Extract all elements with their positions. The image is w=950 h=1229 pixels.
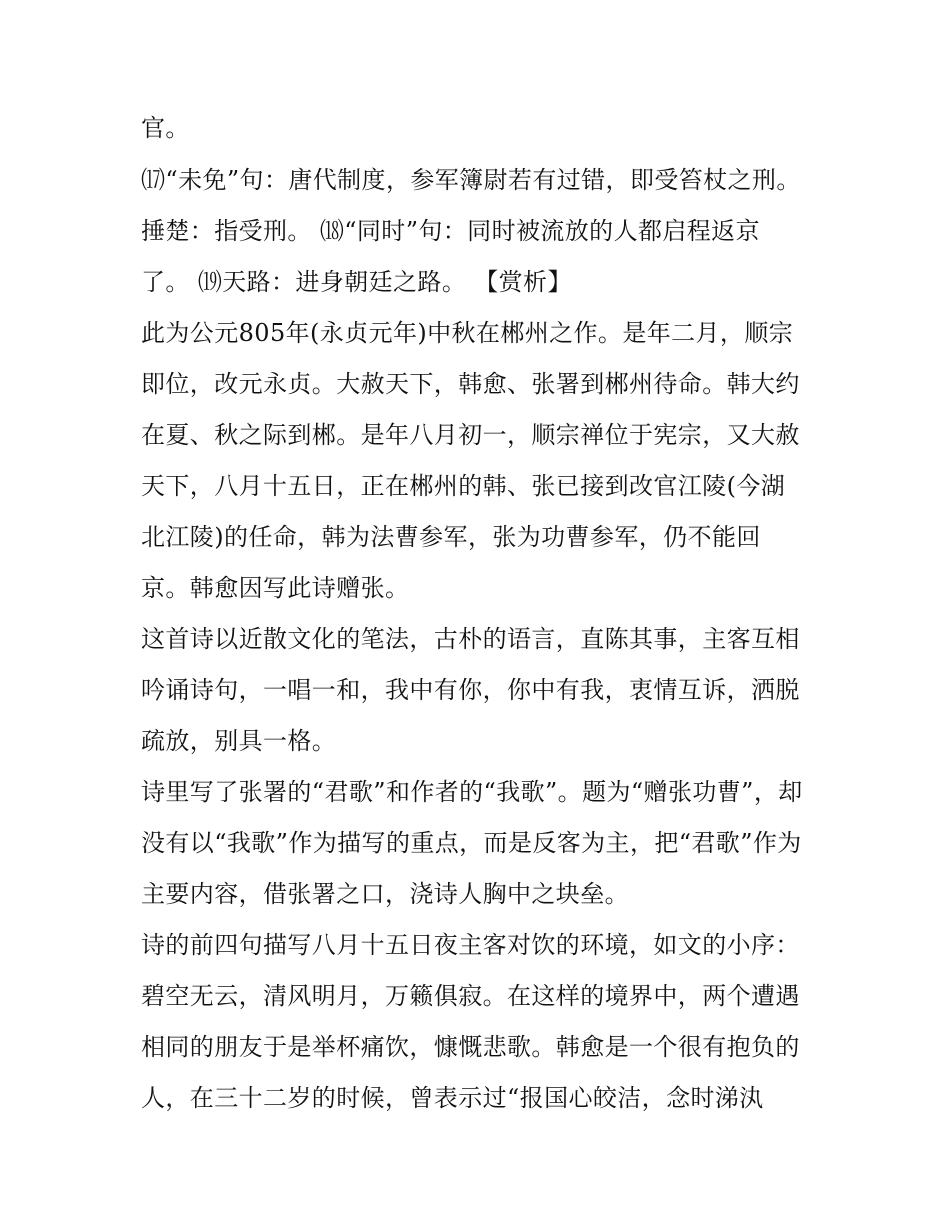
text-line: 在夏、秋之际到郴。是年八月初一，顺宗禅位于宪宗，又大赦 <box>141 421 800 449</box>
text-line: 疏放，别具一格。 <box>141 727 337 755</box>
text-line: 官。 <box>141 114 190 142</box>
text-line: 相同的朋友于是举杯痛饮，慷慨悲歌。韩愈是一个很有抱负的 <box>141 1033 800 1061</box>
text-line: 没有以“我歌”作为描写的重点，而是反客为主，把“君歌”作为 <box>141 829 802 857</box>
text-line: 人，在三十二岁的时候，曾表示过“报国心皎洁，念时涕汍 <box>141 1084 764 1112</box>
text-line: 这首诗以近散文化的笔法，古朴的语言，直陈其事，主客互相 <box>141 625 800 653</box>
text-line: 天下，八月十五日，正在郴州的韩、张已接到改官江陵(今湖 <box>141 472 786 500</box>
text-line: 诗的前四句描写八月十五日夜主客对饮的环境，如文的小序： <box>141 931 800 959</box>
text-line: 即位，改元永贞。大赦天下，韩愈、张署到郴州待命。韩大约 <box>141 370 800 398</box>
text-line: 碧空无云，清风明月，万籁俱寂。在这样的境界中，两个遭遇 <box>141 982 800 1010</box>
text-line: 了。 ⒆天路：进身朝廷之路。 【赏析】 <box>141 268 572 296</box>
text-line: 京。韩愈因写此诗赠张。 <box>141 574 410 602</box>
text-line: 诗里写了张署的“君歌”和作者的“我歌”。题为“赠张功曹”，却 <box>141 778 803 806</box>
text-line: 北江陵)的任命，韩为法曹参军，张为功曹参军，仍不能回 <box>141 523 761 551</box>
text-line: 吟诵诗句，一唱一和，我中有你，你中有我，衷情互诉，洒脱 <box>141 676 800 704</box>
text-line: 主要内容，借张署之口，浇诗人胸中之块垒。 <box>141 880 629 908</box>
text-line: 捶楚：指受刑。 ⒅“同时”句：同时被流放的人都启程返京 <box>141 217 760 245</box>
text-line: 此为公元805年(永贞元年)中秋在郴州之作。是年二月，顺宗 <box>141 319 794 347</box>
text-line: ⒄“未免”句：唐代制度，参军簿尉若有过错，即受笞杖之刑。 <box>141 166 801 194</box>
